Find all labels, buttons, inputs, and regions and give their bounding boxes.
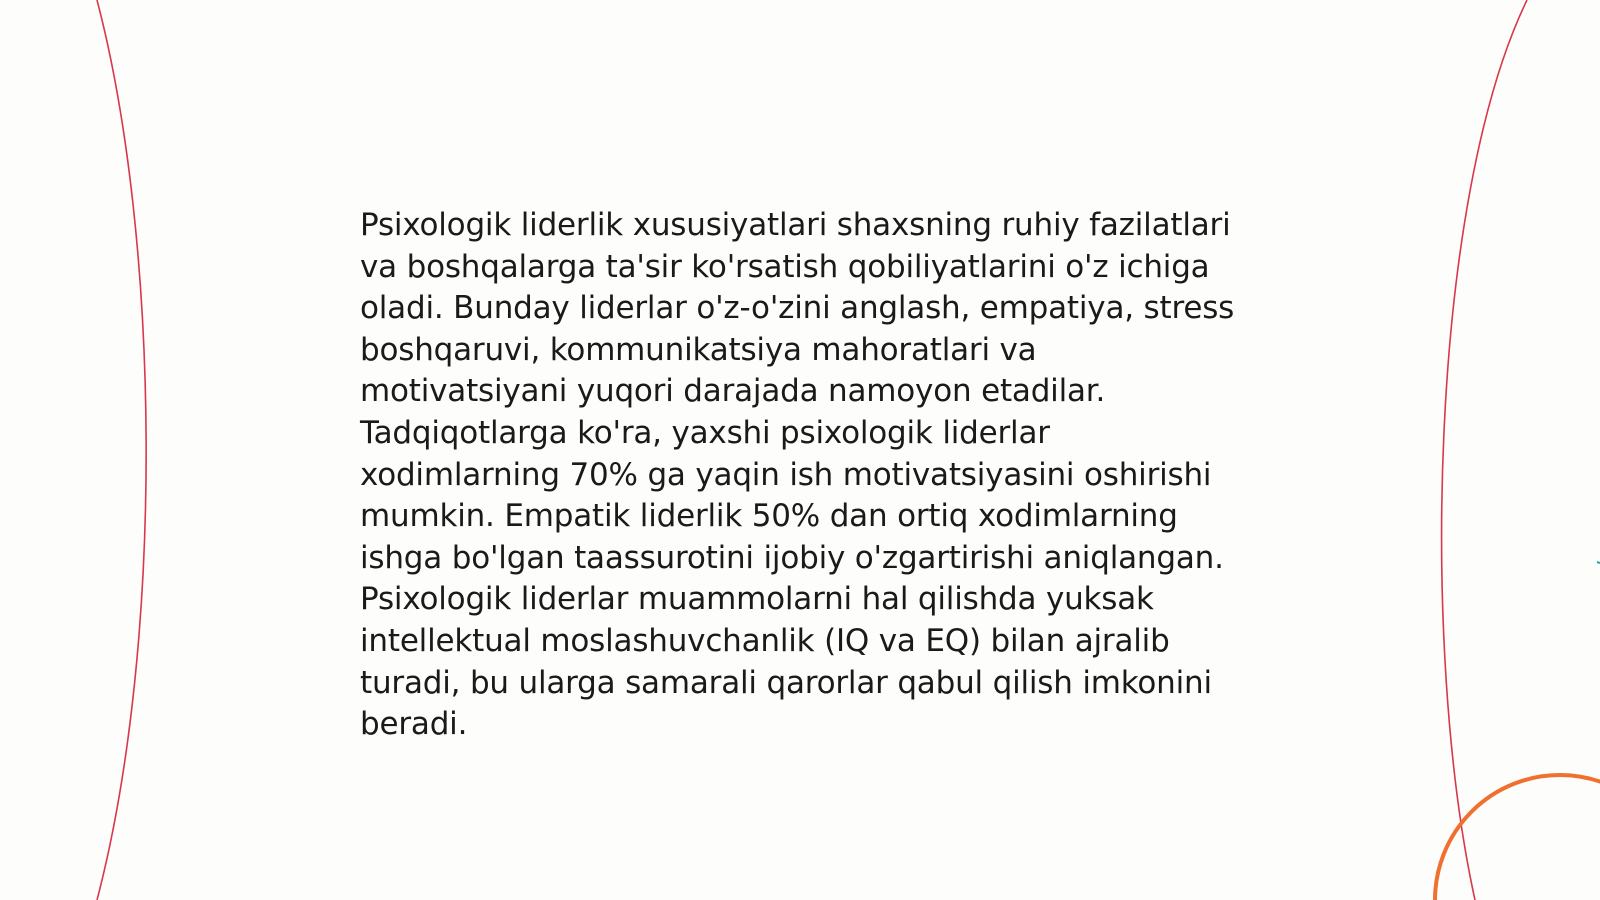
right-curve-line bbox=[1442, 0, 1527, 900]
body-paragraph: Psixologik liderlik xususiyatlari shaxsning ruhiy fazilatlari va boshqalarga ta'sir ko'rsatish qobiliyatlarini o'z ichiga oladi. Bunday liderlar o'z-o'zini anglash, empatiya, stress boshqaruvi, kommunikatsiya mahoratlari va motivatsiyani yuqori darajada namoyon etadilar. Tadqiqotlarga ko'ra, yaxshi psixologik liderlar xodimlarning 70% ga yaqin ish motivatsiyasini oshirishi mumkin. Empatik liderlik 50% dan ortiq xodimlarning ishga bo'lgan taassurotini ijobiy o'zgartirishi aniqlangan. Psixologik liderlar muammolarni hal qilishda yuksak intellektual moslashuvchanlik (IQ va EQ) bilan ajralib turadi, bu ularga samarali qarorlar qabul qilish imkonini beradi. bbox=[360, 207, 1235, 743]
orange-arc bbox=[1435, 775, 1600, 900]
left-curve-line bbox=[97, 0, 146, 900]
